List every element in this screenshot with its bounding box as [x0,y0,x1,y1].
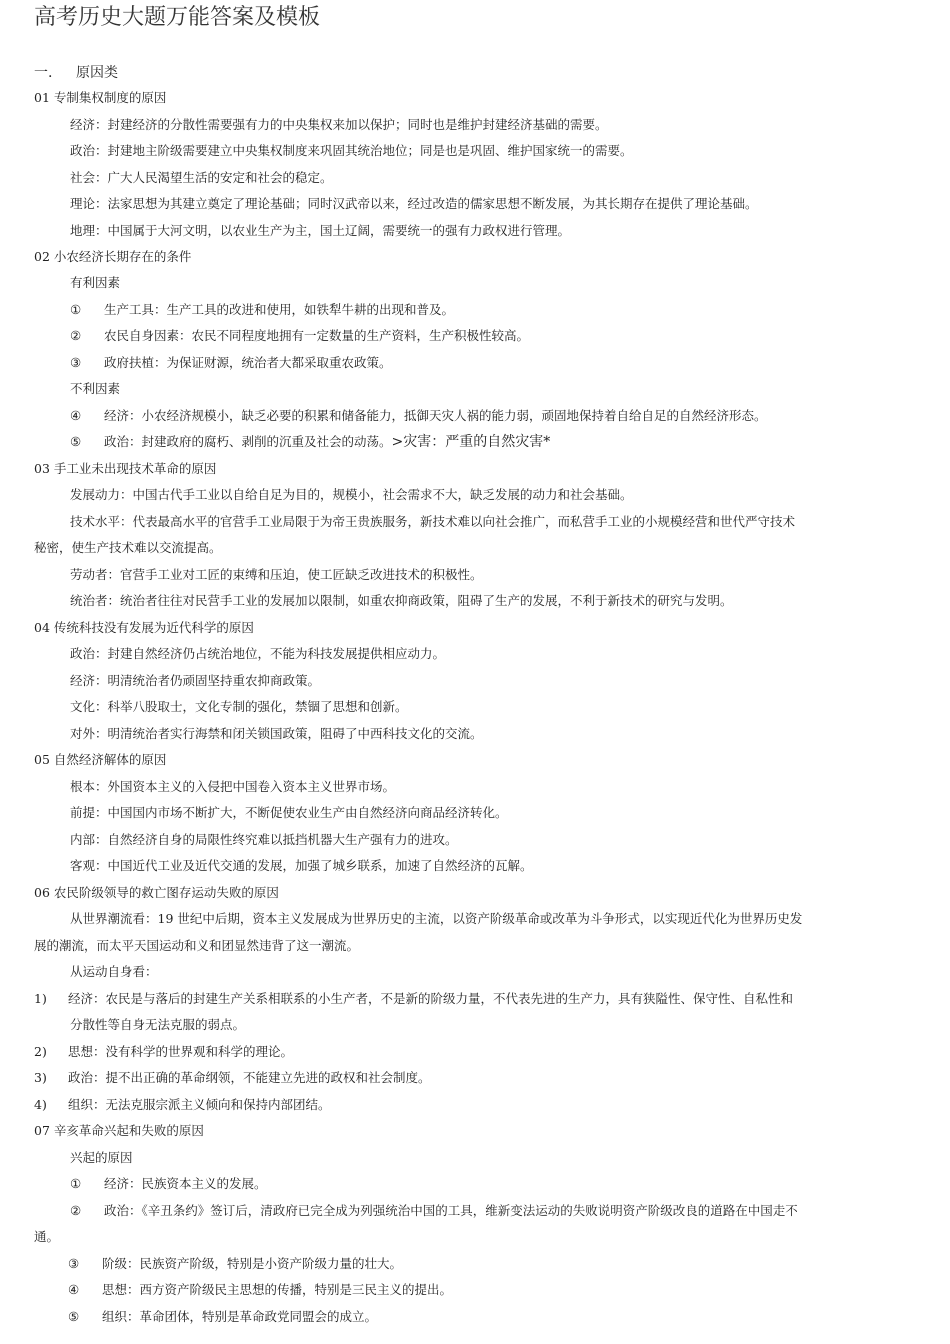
paragraph-line: 秘密，使生产技术难以交流提高。 [34,540,222,555]
list-item-text: 经济：农民是与落后的封建生产关系相联系的小生产者，不是新的阶级力量，不代表先进的生产力，具有狭隘性、保守性、自私性和 [68,991,794,1006]
paragraph-line: 劳动者：官营手工业对工匠的束缚和压迫，使工匠缺乏改进技术的积极性。 [70,567,483,582]
list-item-text: 农民自身因素：农民不同程度地拥有一定数量的生产资料，生产积极性较高。 [104,328,530,343]
section-number: 一. [34,65,53,81]
numbered-item [34,1043,293,1061]
subheading-unfavorable: 不利因素 [70,381,121,396]
paragraph-line: 经济：明清统治者仍顽固坚持重农抑商政策。 [70,673,321,688]
list-item-text: 组织：无法克服宗派主义倾向和保持内部团结。 [68,1097,331,1112]
paragraph-line: 统治者：统治者往往对民营手工业的发展加以限制，如重农抑商政策，阻碍了生产的发展，不利于新技术的研究与发明。 [70,593,733,608]
list-marker: 1) [34,991,47,1006]
subheading-rise: 兴起的原因 [70,1150,133,1165]
list-marker: ③ [70,355,82,370]
section-label: 原因类 [76,65,118,81]
list-item-text: 政治：封建政府的腐朽、剥削的沉重及社会的动荡。 [104,434,392,449]
subsection-heading-02: 02 小农经济长期存在的条件 [34,249,192,264]
subsection-heading-07: 07 辛亥革命兴起和失败的原因 [34,1123,204,1138]
section-heading [34,63,118,83]
paragraph-line: 政治：封建自然经济仍占统治地位，不能为科技发展提供相应动力。 [70,646,446,661]
paragraph-line: 前提：中国国内市场不断扩大，不断促使农业生产由自然经济向商品经济转化。 [70,805,508,820]
paragraph-line: 展的潮流，而太平天国运动和义和团显然违背了这一潮流。 [34,938,360,953]
numbered-item [34,990,793,1008]
paragraph-line: 根本：外国资本主义的入侵把中国卷入资本主义世界市场。 [70,779,396,794]
list-item-text: 生产工具：生产工具的改进和使用，如铁犁牛耕的出现和普及。 [104,302,455,317]
list-marker: ⑤ [68,1309,80,1324]
list-item [70,354,392,372]
list-marker: ⑤ [70,434,82,449]
document-title: 高考历史大题万能答案及模板 [34,5,321,30]
list-marker: ② [70,328,82,343]
list-item [68,1255,402,1273]
list-item [68,1308,377,1326]
subsection-heading-01: 01 专制集权制度的原因 [34,90,167,105]
paragraph-line: 内部：自然经济自身的局限性终究难以抵挡机器大生产强有力的进攻。 [70,832,458,847]
paragraph-line: 社会：广大人民渴望生活的安定和社会的稳定。 [70,170,333,185]
list-marker: ④ [70,408,82,423]
list-item-text: 政府扶植：为保证财源，统治者大都采取重农政策。 [104,355,392,370]
subsection-heading-05: 05 自然经济解体的原因 [34,752,167,767]
list-item [70,327,529,345]
paragraph-line: 对外：明清统治者实行海禁和闭关锁国政策，阻碍了中西科技文化的交流。 [70,726,483,741]
list-item [70,433,550,451]
paragraph-line: 技术水平：代表最高水平的官营手工业局限于为帝王贵族服务，新技术难以向社会推广，而私营手工业的小规模经营和世代严守技术 [70,514,796,529]
subsection-heading-03: 03 手工业未出现技术革命的原因 [34,461,217,476]
list-marker: 3) [34,1070,47,1085]
numbered-item [34,1096,331,1114]
list-marker: ④ [68,1282,80,1297]
list-item [70,1175,267,1193]
inline-note: >灾害：严重的自然灾害* [391,434,551,450]
list-item-text: 思想：西方资产阶级民主思想的传播，特别是三民主义的提出。 [102,1282,453,1297]
subheading-favorable: 有利因素 [70,275,121,290]
paragraph-line: 经济：封建经济的分散性需要强有力的中央集权来加以保护；同时也是维护封建经济基础的需要。 [70,117,608,132]
list-item-text: 组织：革命团体，特别是革命政党同盟会的成立。 [102,1309,378,1324]
subsection-heading-06: 06 农民阶级领导的救亡图存运动失败的原因 [34,885,279,900]
list-item-text: 阶级：民族资产阶级，特别是小资产阶级力量的壮大。 [102,1256,403,1271]
list-item-text: 政治：提不出正确的革命纲领，不能建立先进的政权和社会制度。 [68,1070,431,1085]
numbered-item [34,1069,431,1087]
paragraph-line: 客观：中国近代工业及近代交通的发展，加强了城乡联系，加速了自然经济的瓦解。 [70,858,533,873]
list-item-text: 经济：小农经济规模小，缺乏必要的积累和储备能力，抵御天灾人祸的能力弱，顽固地保持着自给自足的自然经济形态。 [104,408,767,423]
subsection-heading-04: 04 传统科技没有发展为近代科学的原因 [34,620,254,635]
paragraph-line: 发展动力：中国古代手工业以自给自足为目的，规模小，社会需求不大，缺乏发展的动力和社会基础。 [70,487,633,502]
paragraph-line: 文化：科举八股取士，文化专制的强化，禁锢了思想和创新。 [70,699,408,714]
list-marker: 4) [34,1097,47,1112]
list-marker: ① [70,1176,82,1191]
paragraph-line: 地理：中国属于大河文明，以农业生产为主，国土辽阔，需要统一的强有力政权进行管理。 [70,223,571,238]
paragraph-line: 理论：法家思想为其建立奠定了理论基础；同时汉武帝以来，经过改造的儒家思想不断发展，为其长期存在提供了理论基础。 [70,196,758,211]
list-marker: ① [70,302,82,317]
list-item [68,1281,452,1299]
list-item [70,1202,798,1220]
list-marker: ③ [68,1256,80,1271]
list-marker: ② [70,1203,82,1218]
list-item-text: 经济：民族资本主义的发展。 [104,1176,267,1191]
list-item-text: 政治：《辛丑条约》签订后，清政府已完全成为列强统治中国的工具，维新变法运动的失败说明资产阶级改良的道路在中国走不 [104,1203,798,1218]
list-item-text: 思想：没有科学的世界观和科学的理论。 [68,1044,294,1059]
list-marker: 2) [34,1044,47,1059]
numbered-item-continuation: 分散性等自身无法克服的弱点。 [70,1017,246,1032]
list-item-continuation: 通。 [34,1229,60,1244]
list-item [70,301,454,319]
paragraph-line: 从世界潮流看：19 世纪中后期，资本主义发展成为世界历史的主流，以资产阶级革命或改革为斗争形式，以实现近代化为世界历史发 [70,911,803,926]
paragraph-line: 政治：封建地主阶级需要建立中央集权制度来巩固其统治地位；同是也是巩固、维护国家统一的需要。 [70,143,633,158]
paragraph-line: 从运动自身看： [70,964,158,979]
list-item [70,407,767,425]
